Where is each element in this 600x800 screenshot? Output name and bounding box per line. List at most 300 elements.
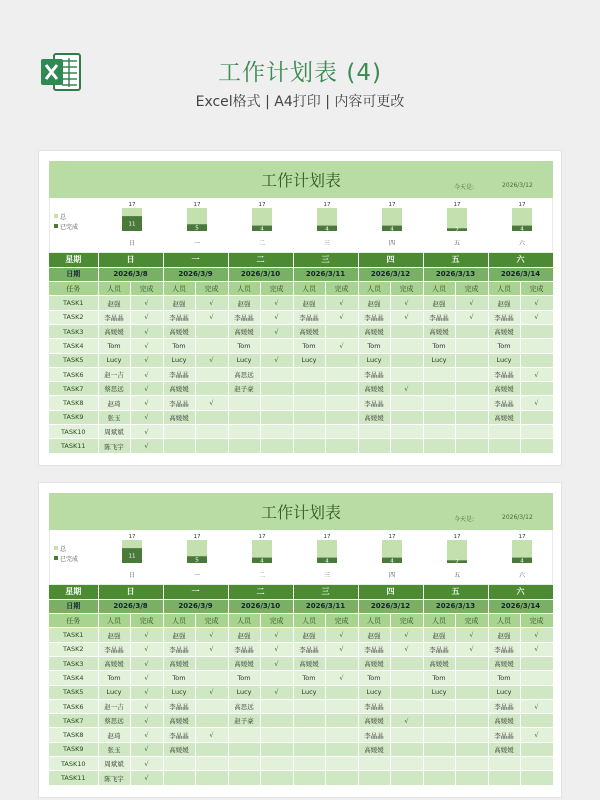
done-cell[interactable]	[325, 367, 358, 381]
done-cell[interactable]	[260, 410, 293, 424]
person-cell[interactable]: 赵琦	[98, 728, 130, 742]
person-cell[interactable]: 高媛媛	[98, 656, 130, 670]
person-cell[interactable]: Tom	[98, 339, 130, 353]
done-cell[interactable]	[520, 656, 553, 670]
person-cell[interactable]: 赵强	[358, 296, 390, 310]
done-cell[interactable]: √	[520, 296, 553, 310]
done-cell[interactable]: √	[455, 296, 488, 310]
done-cell[interactable]: √	[130, 439, 163, 453]
done-cell[interactable]: √	[130, 742, 163, 756]
person-cell[interactable]: 李晶晶	[358, 728, 390, 742]
done-cell[interactable]: √	[390, 310, 423, 324]
person-cell[interactable]: Tom	[423, 671, 455, 685]
person-cell[interactable]	[488, 771, 520, 785]
done-cell[interactable]	[520, 757, 553, 771]
person-cell[interactable]: 李晶晶	[423, 310, 455, 324]
done-cell[interactable]	[520, 771, 553, 785]
person-cell[interactable]: 赵一吉	[98, 699, 130, 713]
person-cell[interactable]: Tom	[358, 339, 390, 353]
done-cell[interactable]	[455, 382, 488, 396]
done-cell[interactable]: √	[130, 699, 163, 713]
done-cell[interactable]: √	[195, 685, 228, 699]
done-cell[interactable]	[390, 656, 423, 670]
done-cell[interactable]	[260, 671, 293, 685]
person-cell[interactable]: Lucy	[163, 353, 195, 367]
person-cell[interactable]: Tom	[228, 339, 260, 353]
person-cell[interactable]: 李晶晶	[163, 728, 195, 742]
person-cell[interactable]	[423, 382, 455, 396]
person-cell[interactable]: 李晶晶	[488, 396, 520, 410]
done-cell[interactable]	[195, 324, 228, 338]
done-cell[interactable]: √	[130, 382, 163, 396]
person-cell[interactable]: 陈飞宇	[98, 771, 130, 785]
done-cell[interactable]	[390, 410, 423, 424]
person-cell[interactable]	[293, 742, 325, 756]
done-cell[interactable]	[260, 699, 293, 713]
done-cell[interactable]: √	[195, 628, 228, 642]
person-cell[interactable]	[293, 396, 325, 410]
done-cell[interactable]: √	[520, 628, 553, 642]
person-cell[interactable]: 高媛媛	[163, 382, 195, 396]
person-cell[interactable]: 高媛媛	[163, 324, 195, 338]
done-cell[interactable]: √	[130, 396, 163, 410]
person-cell[interactable]: 高媛媛	[488, 656, 520, 670]
person-cell[interactable]: 高媛媛	[358, 324, 390, 338]
done-cell[interactable]	[390, 396, 423, 410]
done-cell[interactable]: √	[325, 310, 358, 324]
done-cell[interactable]	[455, 410, 488, 424]
done-cell[interactable]	[455, 742, 488, 756]
person-cell[interactable]: 高媛媛	[358, 410, 390, 424]
done-cell[interactable]: √	[325, 671, 358, 685]
done-cell[interactable]	[455, 425, 488, 439]
person-cell[interactable]: 李晶晶	[163, 642, 195, 656]
done-cell[interactable]	[455, 699, 488, 713]
person-cell[interactable]: 李晶晶	[98, 642, 130, 656]
person-cell[interactable]: 高媛媛	[358, 714, 390, 728]
done-cell[interactable]	[390, 339, 423, 353]
done-cell[interactable]	[390, 771, 423, 785]
done-cell[interactable]: √	[130, 671, 163, 685]
person-cell[interactable]: 周斌斌	[98, 425, 130, 439]
person-cell[interactable]: 蔡思远	[98, 714, 130, 728]
person-cell[interactable]	[163, 439, 195, 453]
person-cell[interactable]	[358, 771, 390, 785]
person-cell[interactable]: 赵子豪	[228, 714, 260, 728]
person-cell[interactable]: 赵强	[488, 296, 520, 310]
done-cell[interactable]: √	[130, 324, 163, 338]
person-cell[interactable]: Lucy	[98, 685, 130, 699]
person-cell[interactable]: 张玉	[98, 742, 130, 756]
person-cell[interactable]: 高媛媛	[228, 324, 260, 338]
done-cell[interactable]	[520, 742, 553, 756]
done-cell[interactable]: √	[325, 628, 358, 642]
done-cell[interactable]: √	[130, 367, 163, 381]
person-cell[interactable]	[228, 425, 260, 439]
person-cell[interactable]	[163, 425, 195, 439]
done-cell[interactable]: √	[195, 296, 228, 310]
person-cell[interactable]: 李晶晶	[358, 642, 390, 656]
done-cell[interactable]	[455, 685, 488, 699]
done-cell[interactable]: √	[260, 310, 293, 324]
person-cell[interactable]: Lucy	[98, 353, 130, 367]
person-cell[interactable]	[423, 425, 455, 439]
person-cell[interactable]: Lucy	[293, 353, 325, 367]
person-cell[interactable]: Lucy	[228, 353, 260, 367]
done-cell[interactable]: √	[130, 642, 163, 656]
done-cell[interactable]: √	[520, 699, 553, 713]
person-cell[interactable]: Lucy	[293, 685, 325, 699]
done-cell[interactable]	[520, 410, 553, 424]
done-cell[interactable]	[195, 714, 228, 728]
person-cell[interactable]: 高媛媛	[488, 410, 520, 424]
done-cell[interactable]	[260, 757, 293, 771]
person-cell[interactable]	[228, 396, 260, 410]
done-cell[interactable]: √	[130, 771, 163, 785]
person-cell[interactable]: 高媛媛	[163, 410, 195, 424]
done-cell[interactable]	[325, 699, 358, 713]
done-cell[interactable]	[455, 728, 488, 742]
person-cell[interactable]: Tom	[163, 671, 195, 685]
done-cell[interactable]: √	[195, 353, 228, 367]
done-cell[interactable]	[195, 382, 228, 396]
done-cell[interactable]: √	[260, 353, 293, 367]
person-cell[interactable]: 赵强	[293, 628, 325, 642]
person-cell[interactable]: 赵强	[228, 628, 260, 642]
done-cell[interactable]	[390, 353, 423, 367]
person-cell[interactable]: 李晶晶	[163, 310, 195, 324]
person-cell[interactable]: Lucy	[163, 685, 195, 699]
person-cell[interactable]	[423, 439, 455, 453]
done-cell[interactable]	[520, 324, 553, 338]
done-cell[interactable]	[325, 439, 358, 453]
person-cell[interactable]	[423, 410, 455, 424]
person-cell[interactable]: Tom	[228, 671, 260, 685]
done-cell[interactable]	[195, 425, 228, 439]
done-cell[interactable]: √	[260, 656, 293, 670]
done-cell[interactable]	[195, 699, 228, 713]
person-cell[interactable]: 赵强	[98, 296, 130, 310]
person-cell[interactable]	[293, 771, 325, 785]
done-cell[interactable]	[260, 425, 293, 439]
done-cell[interactable]: √	[130, 628, 163, 642]
done-cell[interactable]	[260, 771, 293, 785]
done-cell[interactable]	[325, 742, 358, 756]
done-cell[interactable]	[520, 425, 553, 439]
person-cell[interactable]: 李晶晶	[488, 699, 520, 713]
person-cell[interactable]: 李晶晶	[488, 642, 520, 656]
person-cell[interactable]	[488, 425, 520, 439]
done-cell[interactable]	[325, 771, 358, 785]
person-cell[interactable]	[293, 367, 325, 381]
person-cell[interactable]: 李晶晶	[163, 367, 195, 381]
done-cell[interactable]: √	[455, 642, 488, 656]
done-cell[interactable]: √	[455, 628, 488, 642]
person-cell[interactable]: Lucy	[488, 685, 520, 699]
done-cell[interactable]	[390, 685, 423, 699]
done-cell[interactable]	[195, 410, 228, 424]
done-cell[interactable]: √	[130, 410, 163, 424]
person-cell[interactable]	[228, 742, 260, 756]
person-cell[interactable]: 高媛媛	[358, 382, 390, 396]
person-cell[interactable]	[293, 410, 325, 424]
done-cell[interactable]: √	[520, 367, 553, 381]
person-cell[interactable]	[293, 728, 325, 742]
person-cell[interactable]	[358, 425, 390, 439]
done-cell[interactable]	[195, 439, 228, 453]
done-cell[interactable]	[195, 757, 228, 771]
person-cell[interactable]: Tom	[358, 671, 390, 685]
person-cell[interactable]	[293, 757, 325, 771]
person-cell[interactable]: 李晶晶	[358, 367, 390, 381]
person-cell[interactable]: 高媛媛	[423, 324, 455, 338]
person-cell[interactable]: 李晶晶	[488, 367, 520, 381]
done-cell[interactable]: √	[390, 382, 423, 396]
done-cell[interactable]: √	[520, 642, 553, 656]
person-cell[interactable]: Tom	[488, 339, 520, 353]
done-cell[interactable]	[390, 728, 423, 742]
person-cell[interactable]: Tom	[293, 671, 325, 685]
done-cell[interactable]: √	[455, 310, 488, 324]
person-cell[interactable]: Lucy	[358, 353, 390, 367]
person-cell[interactable]: 高媛媛	[488, 742, 520, 756]
person-cell[interactable]: 李晶晶	[293, 310, 325, 324]
done-cell[interactable]	[520, 353, 553, 367]
done-cell[interactable]: √	[130, 656, 163, 670]
person-cell[interactable]	[423, 771, 455, 785]
person-cell[interactable]: 李晶晶	[358, 396, 390, 410]
done-cell[interactable]: √	[390, 642, 423, 656]
done-cell[interactable]	[195, 742, 228, 756]
done-cell[interactable]	[390, 425, 423, 439]
done-cell[interactable]: √	[130, 757, 163, 771]
person-cell[interactable]	[423, 699, 455, 713]
done-cell[interactable]	[455, 439, 488, 453]
done-cell[interactable]: √	[130, 310, 163, 324]
person-cell[interactable]	[293, 382, 325, 396]
person-cell[interactable]: 李晶晶	[98, 310, 130, 324]
done-cell[interactable]	[260, 382, 293, 396]
person-cell[interactable]: 高媛媛	[358, 742, 390, 756]
person-cell[interactable]: Tom	[423, 339, 455, 353]
done-cell[interactable]	[390, 699, 423, 713]
done-cell[interactable]: √	[195, 396, 228, 410]
done-cell[interactable]	[455, 396, 488, 410]
person-cell[interactable]: 高思远	[228, 367, 260, 381]
done-cell[interactable]	[195, 339, 228, 353]
done-cell[interactable]: √	[390, 714, 423, 728]
person-cell[interactable]	[423, 714, 455, 728]
person-cell[interactable]	[423, 757, 455, 771]
done-cell[interactable]	[260, 728, 293, 742]
done-cell[interactable]	[390, 742, 423, 756]
done-cell[interactable]: √	[325, 642, 358, 656]
person-cell[interactable]	[358, 757, 390, 771]
done-cell[interactable]	[195, 771, 228, 785]
person-cell[interactable]	[423, 396, 455, 410]
person-cell[interactable]: 赵强	[98, 628, 130, 642]
person-cell[interactable]	[423, 728, 455, 742]
done-cell[interactable]	[325, 324, 358, 338]
done-cell[interactable]	[325, 714, 358, 728]
done-cell[interactable]	[390, 757, 423, 771]
done-cell[interactable]	[260, 714, 293, 728]
person-cell[interactable]	[163, 757, 195, 771]
done-cell[interactable]: √	[390, 628, 423, 642]
person-cell[interactable]: Tom	[293, 339, 325, 353]
done-cell[interactable]	[520, 685, 553, 699]
person-cell[interactable]	[228, 757, 260, 771]
person-cell[interactable]: 赵强	[488, 628, 520, 642]
person-cell[interactable]	[423, 742, 455, 756]
done-cell[interactable]	[455, 656, 488, 670]
person-cell[interactable]	[228, 771, 260, 785]
person-cell[interactable]: 赵强	[163, 628, 195, 642]
done-cell[interactable]	[260, 367, 293, 381]
done-cell[interactable]	[260, 339, 293, 353]
person-cell[interactable]: 高媛媛	[358, 656, 390, 670]
person-cell[interactable]	[293, 425, 325, 439]
person-cell[interactable]: 李晶晶	[163, 699, 195, 713]
person-cell[interactable]: 李晶晶	[488, 310, 520, 324]
person-cell[interactable]: 李晶晶	[358, 699, 390, 713]
person-cell[interactable]: 高媛媛	[228, 656, 260, 670]
person-cell[interactable]: 李晶晶	[163, 396, 195, 410]
done-cell[interactable]: √	[130, 353, 163, 367]
done-cell[interactable]: √	[195, 642, 228, 656]
person-cell[interactable]: 高媛媛	[163, 656, 195, 670]
done-cell[interactable]	[195, 671, 228, 685]
person-cell[interactable]	[423, 367, 455, 381]
done-cell[interactable]	[260, 396, 293, 410]
person-cell[interactable]: 高媛媛	[293, 324, 325, 338]
person-cell[interactable]: 赵子豪	[228, 382, 260, 396]
person-cell[interactable]	[228, 728, 260, 742]
done-cell[interactable]	[195, 367, 228, 381]
person-cell[interactable]: 李晶晶	[488, 728, 520, 742]
person-cell[interactable]: 高媛媛	[488, 714, 520, 728]
person-cell[interactable]: 李晶晶	[228, 310, 260, 324]
done-cell[interactable]	[325, 382, 358, 396]
done-cell[interactable]	[455, 757, 488, 771]
person-cell[interactable]: 李晶晶	[293, 642, 325, 656]
person-cell[interactable]	[163, 771, 195, 785]
person-cell[interactable]: 赵强	[163, 296, 195, 310]
person-cell[interactable]: 高媛媛	[163, 714, 195, 728]
done-cell[interactable]	[325, 685, 358, 699]
done-cell[interactable]	[390, 324, 423, 338]
person-cell[interactable]: 高媛媛	[488, 382, 520, 396]
done-cell[interactable]: √	[520, 396, 553, 410]
person-cell[interactable]: 高思远	[228, 699, 260, 713]
person-cell[interactable]: Tom	[98, 671, 130, 685]
person-cell[interactable]: Tom	[163, 339, 195, 353]
done-cell[interactable]	[455, 671, 488, 685]
person-cell[interactable]: Lucy	[423, 685, 455, 699]
person-cell[interactable]: 李晶晶	[228, 642, 260, 656]
done-cell[interactable]	[325, 656, 358, 670]
person-cell[interactable]: Tom	[488, 671, 520, 685]
done-cell[interactable]	[455, 771, 488, 785]
done-cell[interactable]	[260, 439, 293, 453]
done-cell[interactable]: √	[130, 728, 163, 742]
done-cell[interactable]: √	[390, 296, 423, 310]
done-cell[interactable]	[520, 439, 553, 453]
done-cell[interactable]	[325, 425, 358, 439]
person-cell[interactable]: 陈飞宇	[98, 439, 130, 453]
done-cell[interactable]: √	[130, 425, 163, 439]
person-cell[interactable]	[228, 439, 260, 453]
person-cell[interactable]: 李晶晶	[423, 642, 455, 656]
done-cell[interactable]	[455, 339, 488, 353]
done-cell[interactable]: √	[130, 339, 163, 353]
done-cell[interactable]: √	[520, 728, 553, 742]
person-cell[interactable]: 蔡思远	[98, 382, 130, 396]
person-cell[interactable]: Lucy	[228, 685, 260, 699]
person-cell[interactable]: 张玉	[98, 410, 130, 424]
done-cell[interactable]: √	[130, 714, 163, 728]
person-cell[interactable]	[488, 439, 520, 453]
done-cell[interactable]	[455, 714, 488, 728]
person-cell[interactable]	[293, 439, 325, 453]
done-cell[interactable]	[520, 382, 553, 396]
person-cell[interactable]	[358, 439, 390, 453]
done-cell[interactable]	[390, 367, 423, 381]
person-cell[interactable]: 高媛媛	[98, 324, 130, 338]
done-cell[interactable]	[325, 353, 358, 367]
done-cell[interactable]	[520, 671, 553, 685]
person-cell[interactable]: 赵强	[228, 296, 260, 310]
done-cell[interactable]	[390, 671, 423, 685]
done-cell[interactable]: √	[260, 642, 293, 656]
person-cell[interactable]: 周斌斌	[98, 757, 130, 771]
done-cell[interactable]	[455, 353, 488, 367]
done-cell[interactable]: √	[260, 628, 293, 642]
done-cell[interactable]: √	[260, 324, 293, 338]
person-cell[interactable]	[293, 714, 325, 728]
person-cell[interactable]: 赵强	[423, 296, 455, 310]
person-cell[interactable]: 赵强	[358, 628, 390, 642]
done-cell[interactable]	[260, 742, 293, 756]
person-cell[interactable]: 高媛媛	[163, 742, 195, 756]
done-cell[interactable]: √	[325, 339, 358, 353]
done-cell[interactable]: √	[325, 296, 358, 310]
person-cell[interactable]	[488, 757, 520, 771]
done-cell[interactable]: √	[195, 728, 228, 742]
person-cell[interactable]: Lucy	[423, 353, 455, 367]
person-cell[interactable]: Lucy	[488, 353, 520, 367]
done-cell[interactable]: √	[195, 310, 228, 324]
person-cell[interactable]: 赵一吉	[98, 367, 130, 381]
done-cell[interactable]: √	[130, 685, 163, 699]
done-cell[interactable]	[455, 324, 488, 338]
done-cell[interactable]: √	[130, 296, 163, 310]
person-cell[interactable]	[228, 410, 260, 424]
done-cell[interactable]	[455, 367, 488, 381]
person-cell[interactable]: 高媛媛	[488, 324, 520, 338]
person-cell[interactable]	[293, 699, 325, 713]
done-cell[interactable]	[325, 410, 358, 424]
done-cell[interactable]	[195, 656, 228, 670]
person-cell[interactable]: 高媛媛	[293, 656, 325, 670]
person-cell[interactable]: 高媛媛	[423, 656, 455, 670]
done-cell[interactable]: √	[260, 296, 293, 310]
done-cell[interactable]	[390, 439, 423, 453]
person-cell[interactable]: 赵强	[293, 296, 325, 310]
person-cell[interactable]: Lucy	[358, 685, 390, 699]
person-cell[interactable]: 赵强	[423, 628, 455, 642]
done-cell[interactable]	[325, 396, 358, 410]
